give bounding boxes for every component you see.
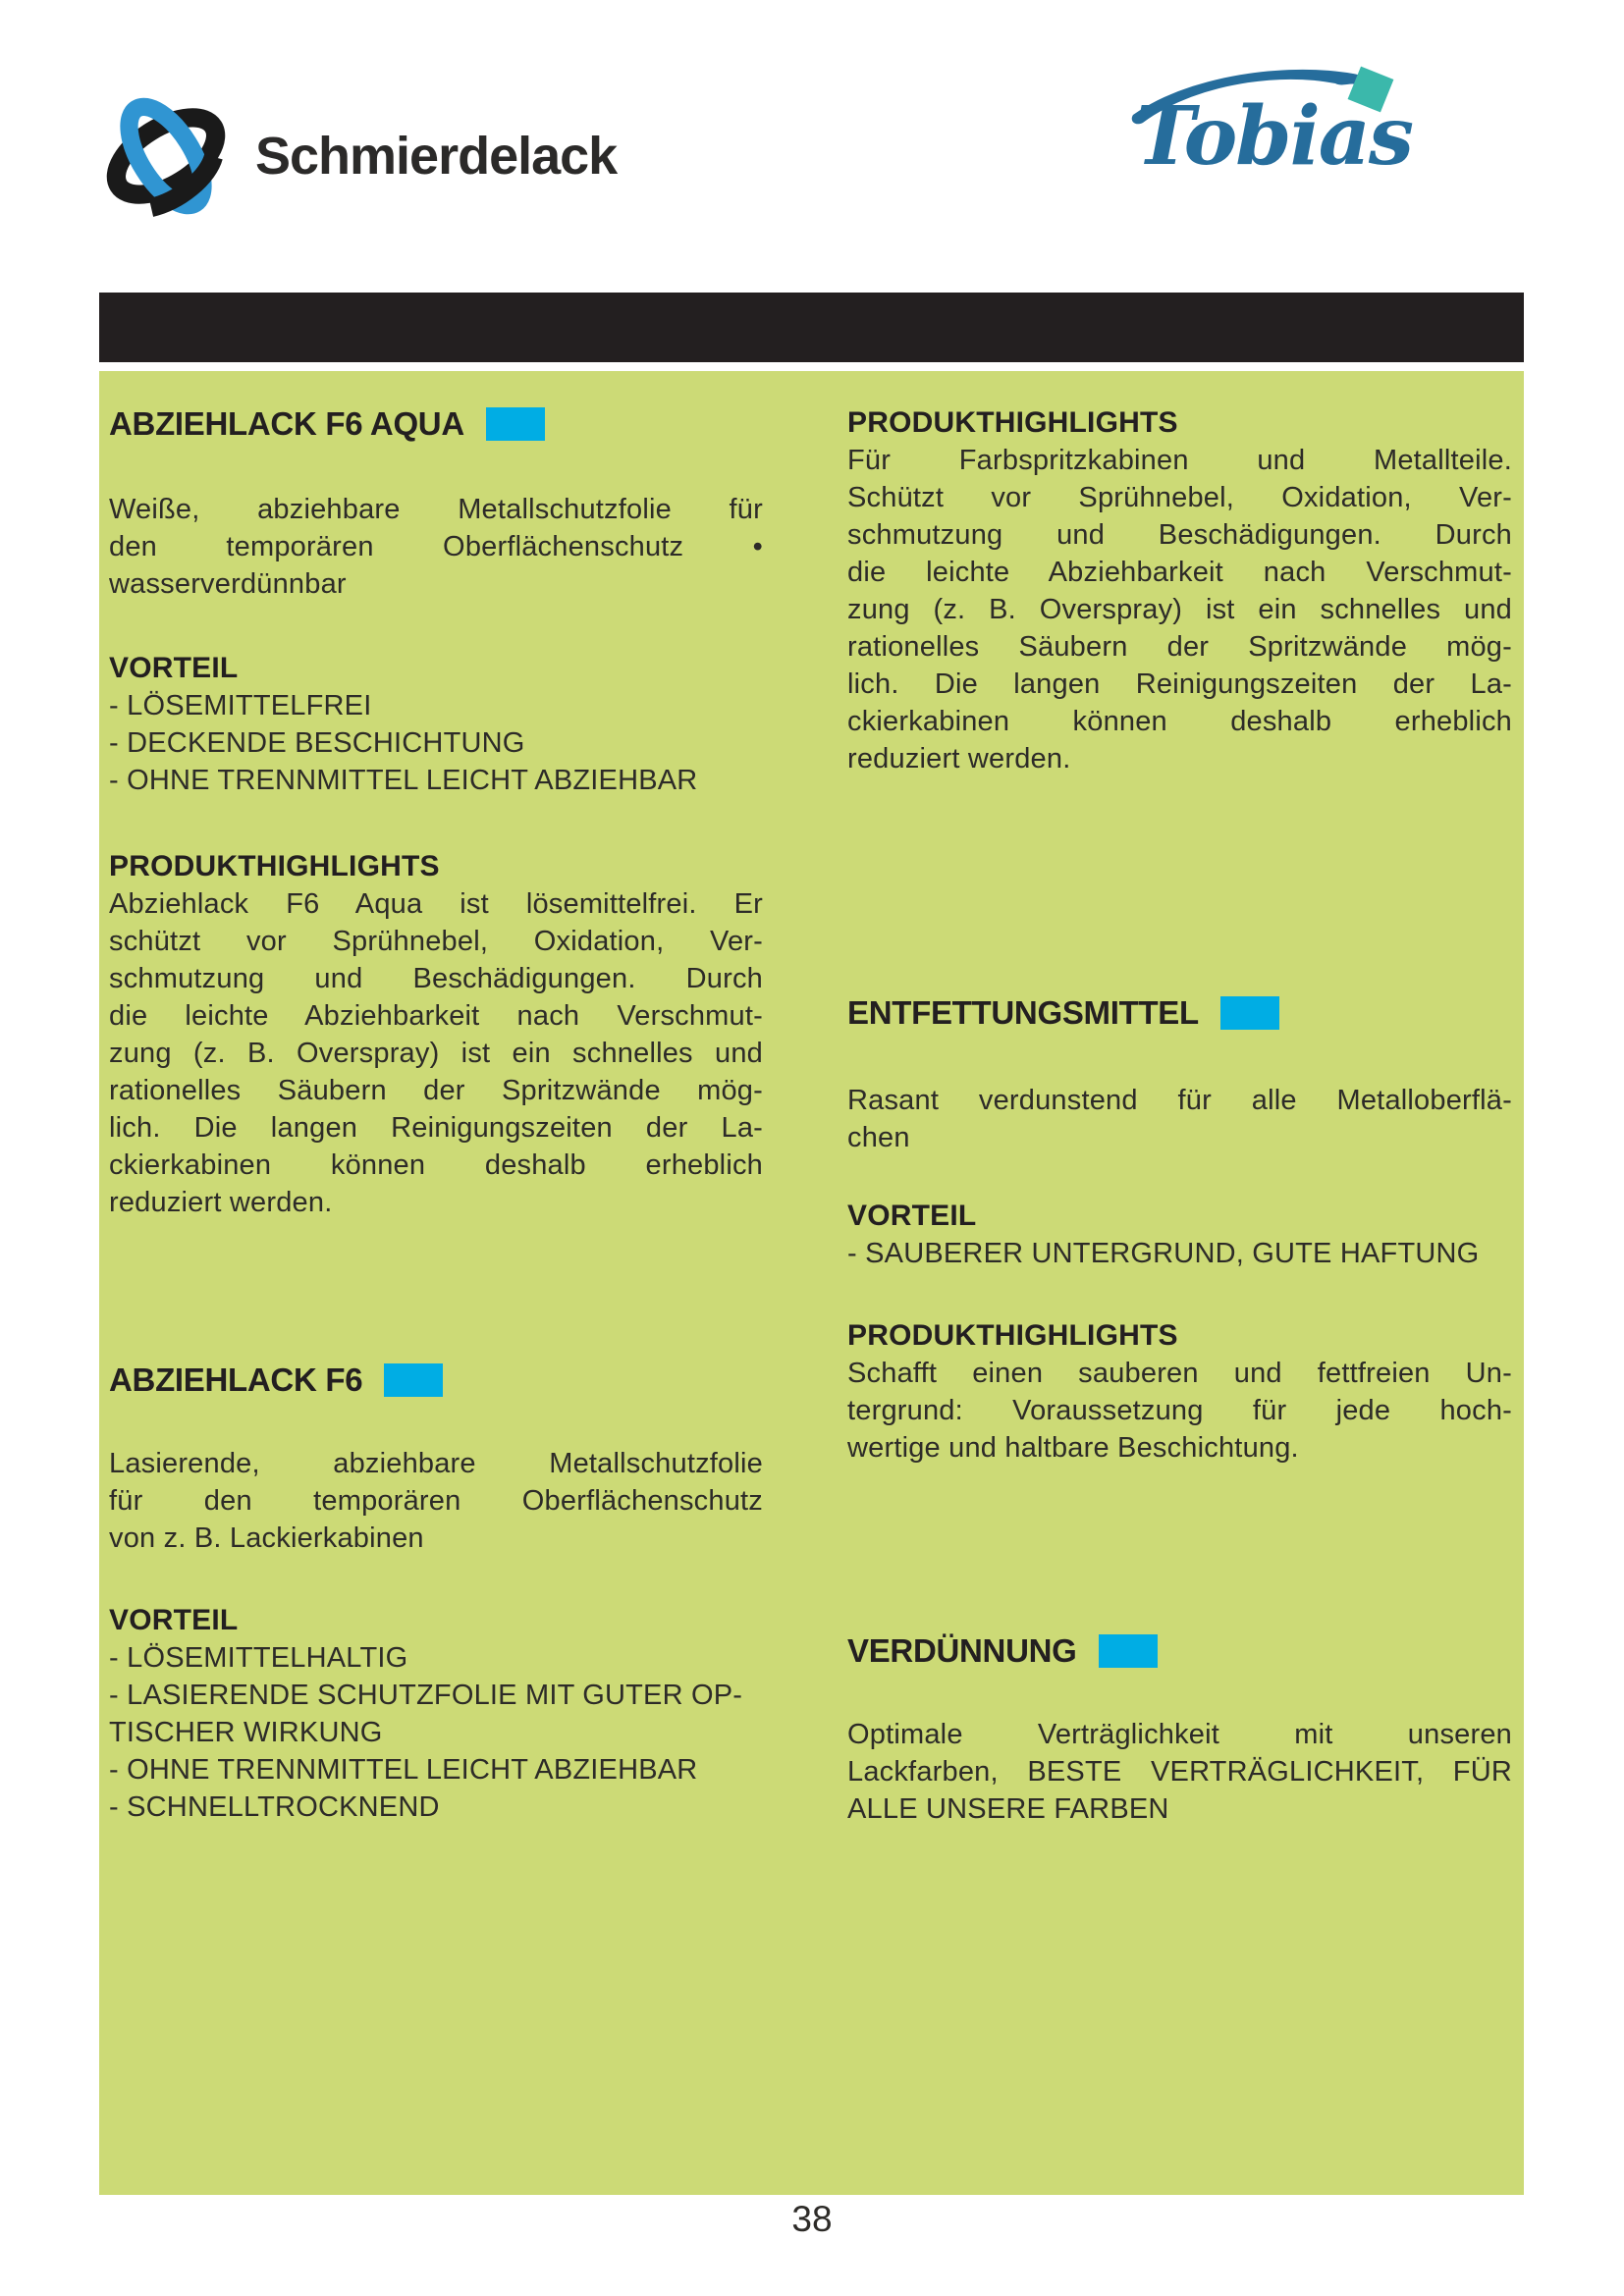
highlights-line: die leichte Abziehbarkeit nach Verschmut- [109, 1000, 763, 1032]
section-abziehlack-f6-aqua [109, 402, 763, 446]
highlights-line: ckierkabinen können deshalb erheblich [847, 706, 1512, 737]
product-title-abziehlack-f6-aqua: ABZIEHLACK F6 AQUA [109, 405, 464, 442]
product-title-verduennung: VERDÜNNUNG [847, 1632, 1077, 1669]
intro-line: Weiße, abziehbare Metallschutzfolie für [109, 494, 763, 525]
intro-line: chen [847, 1122, 910, 1153]
color-swatch-icon [384, 1363, 443, 1397]
color-swatch-icon [486, 407, 545, 441]
brand-name: Schmierdelack [255, 127, 618, 186]
vorteil-item: - OHNE TRENNMITTEL LEICHT ABZIEHBAR [109, 1754, 698, 1786]
vorteil-block [109, 650, 763, 799]
product-title-entfettungsmittel: ENTFETTUNGSMITTEL [847, 994, 1199, 1031]
product-intro [109, 1445, 763, 1557]
intro-line: Lackfarben, BESTE VERTRÄGLICHKEIT, FÜR [847, 1756, 1512, 1788]
intro-line: Optimale Verträglichkeit mit unseren [847, 1719, 1512, 1750]
highlights-line: ckierkabinen können deshalb erheblich [109, 1149, 763, 1181]
intro-line: Rasant verdunstend für alle Metalloberflä- [847, 1085, 1512, 1116]
vorteil-item: - LASIERENDE SCHUTZFOLIE MIT GUTER OP- [109, 1680, 743, 1711]
intro-line: Lasierende, abziehbare Metallschutzfolie [109, 1448, 763, 1479]
section-entfettungsmittel [847, 991, 1512, 1035]
left-column [109, 371, 763, 1826]
produkthighlights-block [109, 848, 763, 1221]
product-intro [847, 1716, 1512, 1828]
vorteil-label: VORTEIL [847, 1200, 977, 1232]
vorteil-item: - SAUBERER UNTERGRUND, GUTE HAFTUNG [847, 1238, 1480, 1269]
highlights-line: rationelles Säubern der Spritzwände mög- [109, 1075, 763, 1106]
produkthighlights-block [847, 404, 1512, 777]
highlights-line: zung (z. B. Overspray) ist ein schnelles und [847, 594, 1512, 625]
right-column [847, 371, 1512, 1828]
highlights-line: Schafft einen sauberen und fettfreien Un- [847, 1358, 1512, 1389]
highlights-line: zung (z. B. Overspray) ist ein schnelles und [109, 1038, 763, 1069]
produkthighlights-label: PRODUKTHIGHLIGHTS [847, 1319, 1178, 1352]
vorteil-label: VORTEIL [109, 652, 239, 684]
highlights-line: lich. Die langen Reinigungszeiten der La- [109, 1112, 763, 1144]
highlights-line: rationelles Säubern der Spritzwände mög- [847, 631, 1512, 663]
produkthighlights-block [847, 1317, 1512, 1467]
intro-line: wasserverdünnbar [109, 568, 347, 600]
vorteil-label: VORTEIL [109, 1604, 239, 1636]
produkthighlights-label: PRODUKTHIGHLIGHTS [847, 406, 1178, 439]
highlights-line: schützt vor Sprühnebel, Oxidation, Ver- [109, 926, 763, 957]
product-intro [847, 1082, 1512, 1156]
vorteil-item: - SCHNELLTROCKNEND [109, 1791, 440, 1823]
content-panel [99, 371, 1524, 2195]
intro-line: ALLE UNSERE FARBEN [847, 1793, 1169, 1825]
vorteil-block [109, 1602, 763, 1826]
produkthighlights-label: PRODUKTHIGHLIGHTS [109, 850, 440, 882]
vorteil-item: - OHNE TRENNMITTEL LEICHT ABZIEHBAR [109, 765, 698, 796]
vorteil-item: - LÖSEMITTELHALTIG [109, 1642, 408, 1674]
tobias-wordmark: Tobias [1135, 89, 1413, 182]
schmierdelack-logo-icon [96, 86, 236, 226]
highlights-line: Abziehlack F6 Aqua ist lösemittelfrei. Er [109, 888, 763, 920]
product-intro [109, 491, 763, 603]
tobias-logo [1119, 54, 1473, 182]
highlights-line: reduziert werden. [847, 743, 1071, 774]
highlights-line: lich. Die langen Reinigungszeiten der La- [847, 668, 1512, 700]
vorteil-item: - LÖSEMITTELFREI [109, 690, 372, 721]
highlights-line: Für Farbspritzkabinen und Metallteile. [847, 445, 1512, 476]
vorteil-block [847, 1198, 1512, 1272]
highlights-line: Schützt vor Sprühnebel, Oxidation, Ver- [847, 482, 1512, 513]
page-number: 38 [791, 2199, 833, 2239]
intro-line: von z. B. Lackierkabinen [109, 1522, 424, 1554]
color-swatch-icon [1099, 1634, 1158, 1668]
section-abziehlack-f6 [109, 1359, 763, 1402]
color-swatch-icon [1220, 996, 1279, 1030]
highlights-line: die leichte Abziehbarkeit nach Verschmut- [847, 557, 1512, 588]
divider-bar [99, 293, 1524, 362]
highlights-line: schmutzung und Beschädigungen. Durch [109, 963, 763, 994]
product-title-abziehlack-f6: ABZIEHLACK F6 [109, 1362, 363, 1398]
vorteil-item: - DECKENDE BESCHICHTUNG [109, 727, 525, 759]
highlights-line: tergrund: Voraussetzung für jede hoch- [847, 1395, 1512, 1426]
section-verduennung [847, 1629, 1512, 1673]
highlights-line: reduziert werden. [109, 1187, 333, 1218]
intro-line: den temporären Oberflächenschutz • [109, 531, 763, 562]
intro-line: für den temporären Oberflächenschutz [109, 1485, 763, 1517]
vorteil-item: TISCHER WIRKUNG [109, 1717, 383, 1748]
highlights-line: schmutzung und Beschädigungen. Durch [847, 519, 1512, 551]
highlights-line: wertige und haltbare Beschichtung. [847, 1432, 1299, 1464]
schmierdelack-logo [96, 86, 617, 226]
